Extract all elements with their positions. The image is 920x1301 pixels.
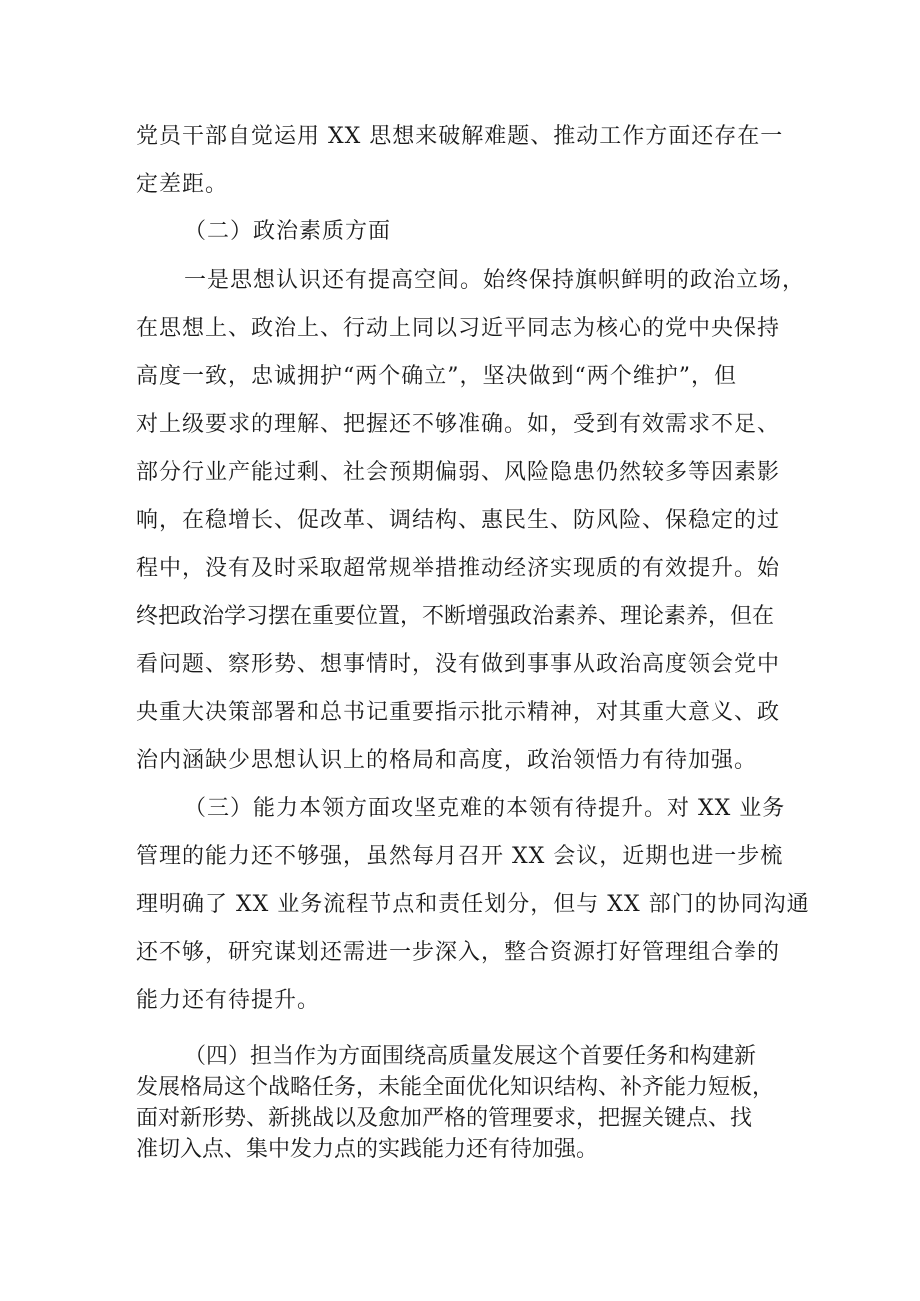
text-line: 对上级要求的理解、把握还不够准确。如，受到有效需求不足、	[136, 412, 781, 437]
text-line: 面对新形势、新挑战以及愈加严格的管理要求，把握关键点、找	[136, 1106, 753, 1131]
text-line: 在思想上、政治上、行动上同以习近平同志为核心的党中央保持	[136, 316, 781, 341]
section-heading: （二）政治素质方面	[184, 219, 392, 244]
text-line: 部分行业产能过剩、社会预期偏弱、风险隐患仍然较多等因素影	[136, 460, 781, 485]
text-line: 还不够，研究谋划还需进一步深入，整合资源打好管理组合拳的	[136, 940, 781, 965]
text-line: 看问题、察形势、想事情时，没有做到事事从政治高度领会党中	[136, 652, 781, 677]
text-line: 央重大决策部署和总书记重要指示批示精神，对其重大意义、政	[136, 700, 781, 725]
text-line: 能力还有待提升。	[136, 988, 321, 1013]
text-line: 定差距。	[136, 172, 229, 197]
text-line: 终把政治学习摆在重要位置，不断增强政治素养、理论素养，但在	[136, 604, 775, 629]
section-heading: （三）能力本领方面攻坚克难的本领有待提升。对 XX 业务	[184, 796, 786, 821]
text-line: 发展格局这个战略任务，未能全面优化知识结构、补齐能力短板，	[136, 1075, 775, 1100]
text-line: 一是思想认识还有提高空间。始终保持旗帜鲜明的政治立场，	[184, 268, 806, 293]
text-line: 管理的能力还不够强，虽然每月召开 XX 会议，近期也进一步梳	[136, 844, 784, 869]
text-line: 准切入点、集中发力点的实践能力还有待加强。	[136, 1137, 599, 1162]
text-line: 响，在稳增长、促改革、调结构、惠民生、防风险、保稳定的过	[136, 508, 781, 533]
text-line: 治内涵缺少思想认识上的格局和高度，政治领悟力有待加强。	[136, 748, 758, 773]
text-line: 党员干部自觉运用 XX 思想来破解难题、推动工作方面还存在一	[136, 124, 784, 149]
section-heading: （四）担当作为方面围绕高质量发展这个首要任务和构建新	[184, 1044, 757, 1069]
text-line: 理明确了 XX 业务流程节点和责任划分，但与 XX 部门的协同沟通	[136, 892, 810, 917]
text-line: 程中，没有及时采取超常规举措推动经济实现质的有效提升。始	[136, 556, 781, 581]
text-line: 高度一致，忠诚拥护“两个确立”，坚决做到“两个维护”，但	[136, 364, 737, 389]
